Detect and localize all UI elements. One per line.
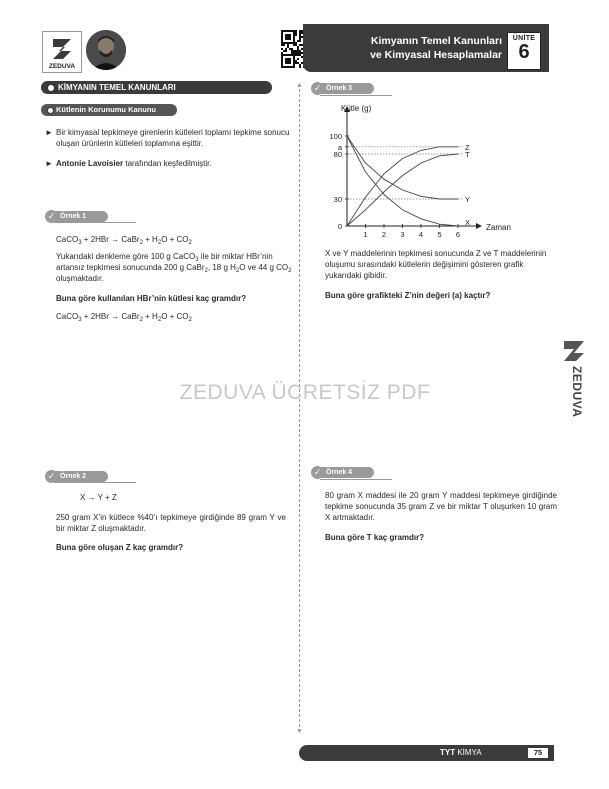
ex2-text: 250 gram X’in kütlece %40’ı tepkimeye girdiğinde 89 gram Y ve bir miktar Z oluşmaktadır. [56, 513, 286, 533]
example-2-label: Örnek 2 [60, 473, 87, 480]
ex1-equation-repeat: CaCO$_3$ + 2HBr → CaBr$_2$ + $H_2O + CO_2$ [56, 312, 192, 323]
series-label-y: Y [465, 195, 471, 204]
example-underline [320, 95, 392, 96]
subsection-title: Kütlenin Korunumu Kanunu [56, 105, 156, 114]
example-4-label: Örnek 4 [326, 469, 353, 476]
unit-number: 6 [518, 41, 530, 63]
watermark: ZEDUVA ÜCRETSİZ PDF [179, 381, 431, 404]
example-underline [320, 479, 392, 480]
y-tick-label: 80 [333, 150, 342, 159]
check-icon: ✓ [311, 82, 324, 95]
check-icon: ✓ [45, 470, 58, 483]
y-tick-label: a [337, 142, 342, 152]
divider-arrow-up-icon: ▲ [296, 82, 303, 89]
divider-arrow-down-icon: ▼ [296, 728, 303, 735]
bullet-text-2 [56, 158, 292, 169]
footer-course-subject: KİMYA [455, 748, 482, 757]
x-tick-label: 5 [437, 230, 442, 239]
series-label-x: X [465, 218, 471, 227]
ex1-equation: CaCO$_3$ + 2HBr → CaBr$_2$ + $H_2O + CO_2$ [56, 235, 192, 246]
mass-time-chart [320, 100, 530, 240]
x-tick-label: 3 [400, 230, 405, 239]
series-line-x [347, 136, 458, 226]
ex2-question: Buna göre oluşan Z kaç gramdır? [56, 543, 184, 552]
x-tick-label: 2 [381, 230, 387, 239]
ex1-question: Buna göre kullanılan HBr’nin kütlesi kaç gramdır? [56, 294, 247, 303]
ex4-question: Buna göre T kaç gramdır? [325, 533, 425, 542]
author-photo [86, 30, 126, 70]
triangle-bullet-icon: ► [45, 159, 53, 168]
ex2-reaction: X → Y + Z [80, 493, 117, 502]
check-icon: ✓ [311, 466, 324, 479]
ex1-text: Yukarıdaki denkleme göre 100 g CaCO$_3$ ile bir miktar HBr’nin artansız tepkimesi sonucunda 200 g CaBr$_2$, 18 g $H_2O$ ve 44 g $CO_2$ oluşmaktadır. [56, 252, 292, 283]
ex4-text: 80 gram X maddesi ile 20 gram Y maddesi tepkimeye girdiğinde tepkime sonucunda 35 gram Z ve bir miktar T oluşurken 10 gram X artmaktadır. [325, 491, 557, 522]
footer-course [440, 745, 482, 761]
y-tick-label: 0 [337, 222, 342, 231]
section-bullet-icon [47, 84, 55, 92]
x-axis-arrow-icon [476, 223, 482, 229]
page-number: 75 [528, 748, 548, 758]
ex3-text: X ve Y maddelerinin tepkimesi sonucunda Z ve T maddelerinin oluşumu sırasındaki kütlelerin değişimini gösteren grafik yukarıdaki gibidir. [325, 249, 547, 280]
column-divider [299, 84, 300, 732]
example-3-label: Örnek 3 [326, 85, 353, 92]
unit-label: ÜNİTE [512, 35, 536, 42]
zeduva-logo [42, 31, 82, 73]
example-1-label: Örnek 1 [60, 213, 87, 220]
example-underline [54, 222, 136, 223]
series-label-t: T [465, 150, 470, 159]
y-tick-label: 30 [333, 195, 342, 204]
bullet-text-2-rest: tarafından keşfedilmiştir. [123, 159, 212, 168]
x-tick-label: 1 [363, 230, 368, 239]
series-line-z [347, 147, 458, 226]
unit-badge [507, 32, 541, 70]
logo-text: ZEDUVA [48, 63, 76, 70]
check-icon: ✓ [45, 210, 58, 223]
footer-bar [299, 745, 554, 761]
y-tick-label: 100 [329, 132, 342, 141]
chapter-title [336, 34, 502, 62]
x-axis-label: Zaman [486, 223, 511, 232]
series-label-z: Z [465, 142, 470, 152]
side-brand-text: ZEDUVA [570, 366, 584, 418]
subsection-bullet-icon [47, 107, 54, 114]
bullet-text-1: Bir kimyasal tepkimeye girenlerin kütleleri toplamı tepkime sonucu oluşan ürünlerin kütleleri toplamına eşittir. [56, 128, 290, 148]
lavoisier-name: Antonie Lavoisier [56, 159, 124, 168]
chapter-title-line2: ve Kimyasal Hesaplamalar [370, 49, 502, 61]
y-axis-label: Kütle (g) [341, 104, 372, 113]
x-tick-label: 6 [455, 230, 461, 239]
ex3-question: Buna göre grafikteki Z’nin değeri (a) kaçtır? [325, 291, 491, 300]
triangle-bullet-icon: ► [45, 128, 53, 137]
x-tick-label: 4 [418, 230, 424, 239]
chapter-title-line1: Kimyanın Temel Kanunları [370, 35, 502, 47]
section-title: KİMYANIN TEMEL KANUNLARI [58, 83, 176, 92]
example-underline [54, 482, 136, 483]
footer-course-tyt: TYT [440, 748, 456, 757]
